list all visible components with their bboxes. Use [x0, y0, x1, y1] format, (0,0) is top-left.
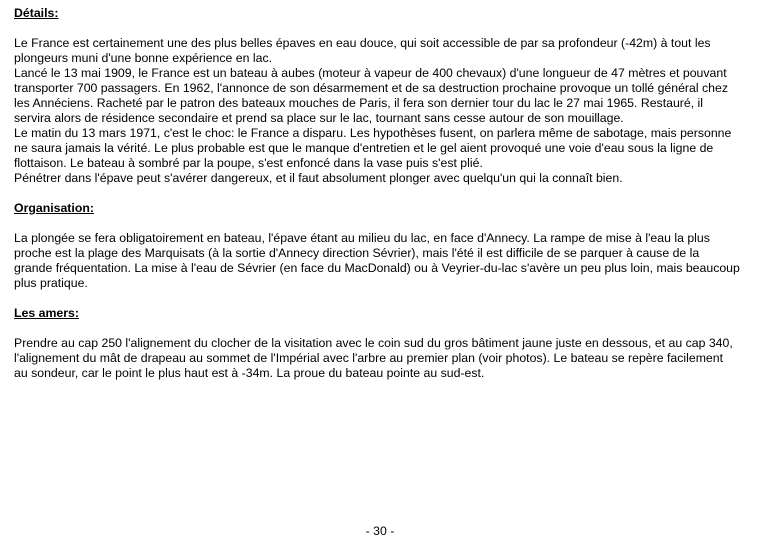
spacer — [14, 21, 740, 36]
paragraph: Le matin du 13 mars 1971, c'est le choc: le France a disparu. Les hypothèses fusent, on parlera même de sabotage, mais personne ne saura jamais la vérité. Le plus probable est que le manque d'entretien et le gel aient provoqué une voie d'eau sous la ligne de flottaison. Le bateau à sombré par la poupe, s'est enfoncé dans la vase puis s'est plié. — [14, 126, 732, 170]
paragraph: La plongée se fera obligatoirement en bateau, l'épave étant au milieu du lac, en face d'Annecy. La rampe de mise à l'eau la plus proche est la plage des Marquisats (à la sortie d'Annecy direction Sévrier), mais l'été il est difficile de se parquer à cause de la grande fréquentation. La mise à l'eau de Sévrier (en face du MacDonald) ou à Veyrier-du-lac s'avère un peu plus loin, mais beaucoup plus pratique. — [14, 231, 740, 290]
paragraph: Prendre au cap 250 l'alignement du clocher de la visitation avec le coin sud du gros bâtiment jaune juste en dessous, et au cap 340, l'alignement du mât de drapeau au sommet de l'Impérial avec l'arbre au premier plan (voir photos). Le bateau se repère facilement au sondeur, car le point le plus haut est à -34m. La proue du bateau pointe au sud-est. — [14, 336, 733, 380]
section-heading-amers: Les amers: — [14, 306, 79, 320]
spacer — [14, 321, 740, 336]
spacer — [14, 291, 740, 306]
section-heading-organisation: Organisation: — [14, 201, 94, 215]
section-amers — [14, 306, 740, 381]
section-organisation — [14, 201, 740, 291]
paragraph: Lancé le 13 mai 1909, le France est un bateau à aubes (moteur à vapeur de 400 chevaux) d'une longueur de 47 mètres et pouvant transporter 700 passagers. En 1962, l'annonce de son désarmement et de sa destruction prochaine provoque un tollé général chez les Annéciens. Racheté par le patron des bateaux mouches de Paris, il fera son dernier tour du lac le 27 mai 1965. Restauré, il servira alors de résidence secondaire et prend sa place sur le lac, tournant sans cesse autour de son mouillage. — [14, 66, 728, 125]
page-number: - 30 - — [365, 524, 395, 538]
paragraph: Le France est certainement une des plus belles épaves en eau douce, qui soit accessible de par sa profondeur (-42m) à tout les plongeurs muni d'une bonne expérience en lac. — [14, 36, 711, 65]
spacer — [14, 186, 740, 201]
spacer — [14, 216, 740, 231]
document-page — [14, 6, 740, 381]
paragraph: Pénétrer dans l'épave peut s'avérer dangereux, et il faut absolument plonger avec quelqu'un qui la connaît bien. — [14, 171, 623, 185]
section-heading-details: Détails: — [14, 6, 59, 20]
section-details — [14, 6, 740, 186]
